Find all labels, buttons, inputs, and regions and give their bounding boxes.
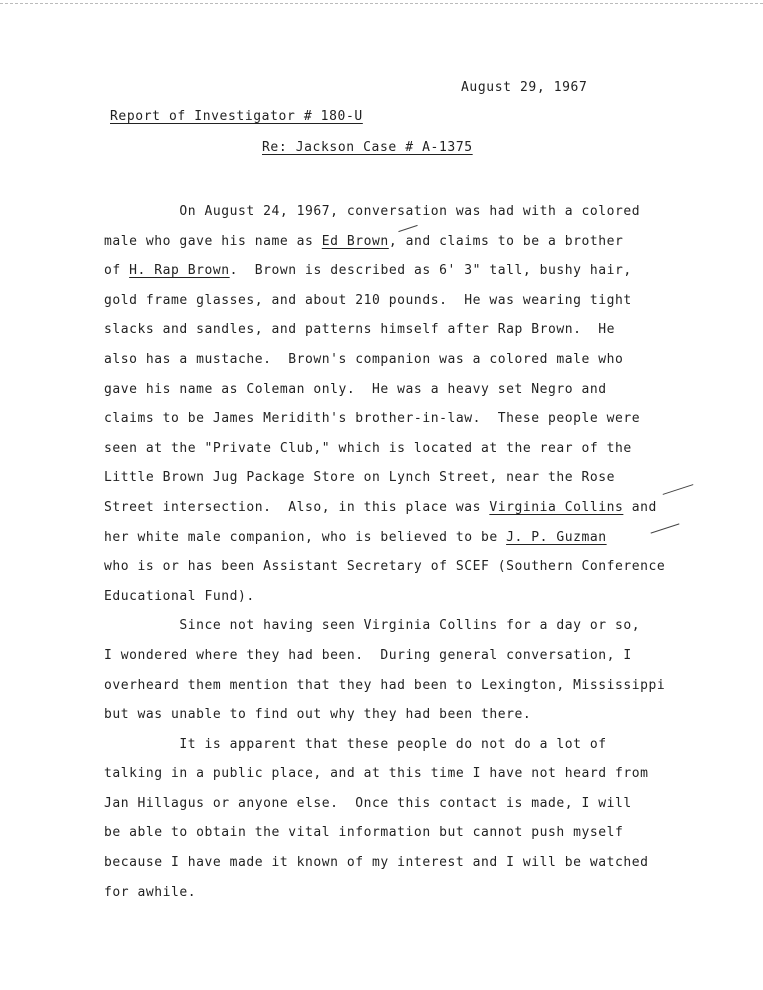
text-segment: and bbox=[623, 499, 657, 515]
report-body bbox=[104, 197, 724, 907]
text-segment: her white male companion, who is believed to be bbox=[104, 529, 507, 545]
text-line: because I have made it known of my interest and I will be watched bbox=[104, 855, 649, 871]
text-line: also has a mustache. Brown's companion was a colored male who bbox=[104, 351, 624, 367]
text-line: gave his name as Coleman only. He was a heavy set Negro and bbox=[104, 381, 607, 397]
text-line: seen at the "Private Club," which is located at the rear of the bbox=[104, 440, 632, 456]
text-line: Little Brown Jug Package Store on Lynch Street, near the Rose bbox=[104, 470, 615, 486]
case-reference: Re: Jackson Case # A-1375 bbox=[262, 140, 473, 155]
name-ed-brown: Ed Brown bbox=[321, 233, 389, 249]
report-title: Report of Investigator # 180-U bbox=[110, 109, 363, 124]
text-line: On August 24, 1967, conversation was had with a colored bbox=[104, 204, 641, 219]
text-line bbox=[104, 227, 724, 257]
text-segment: male who gave his name as bbox=[104, 233, 322, 249]
text-line: who is or has been Assistant Secretary of SCEF (Southern Conference bbox=[104, 559, 666, 575]
text-segment: Street intersection. Also, in this place was bbox=[104, 499, 490, 515]
text-line: Educational Fund). bbox=[104, 588, 255, 604]
text-line: for awhile. bbox=[104, 884, 197, 900]
text-line: gold frame glasses, and about 210 pounds. He was wearing tight bbox=[104, 292, 632, 308]
text-line: slacks and sandles, and patterns himself after Rap Brown. He bbox=[104, 322, 615, 338]
name-h-rap-brown: H. Rap Brown bbox=[129, 263, 230, 279]
name-j-p-guzman: J. P. Guzman bbox=[506, 529, 607, 545]
text-line: overheard them mention that they had been to Lexington, Mississippi bbox=[104, 677, 666, 693]
text-line: claims to be James Meridith's brother-in-law. These people were bbox=[104, 411, 641, 427]
text-line bbox=[104, 523, 724, 553]
text-line: Jan Hillagus or anyone else. Once this contact is made, I will bbox=[104, 795, 632, 811]
text-line: be able to obtain the vital information but cannot push myself bbox=[104, 825, 624, 841]
text-line: Since not having seen Virginia Collins for a day or so, bbox=[104, 618, 641, 634]
text-line: but was unable to find out why they had been there. bbox=[104, 707, 532, 723]
text-segment: , and claims to be a brother bbox=[388, 233, 624, 249]
text-line bbox=[104, 256, 724, 286]
text-line: talking in a public place, and at this time I have not heard from bbox=[104, 766, 649, 782]
text-segment: . Brown is described as 6' 3" tall, bushy hair, bbox=[229, 263, 632, 279]
text-line: I wondered where they had been. During general conversation, I bbox=[104, 647, 632, 663]
report-date: August 29, 1967 bbox=[461, 80, 588, 95]
text-segment: of bbox=[104, 263, 130, 279]
name-virginia-collins: Virginia Collins bbox=[489, 499, 624, 515]
text-line: It is apparent that these people do not do a lot of bbox=[104, 736, 607, 752]
page-top-edge bbox=[0, 3, 763, 4]
text-line bbox=[104, 493, 724, 523]
